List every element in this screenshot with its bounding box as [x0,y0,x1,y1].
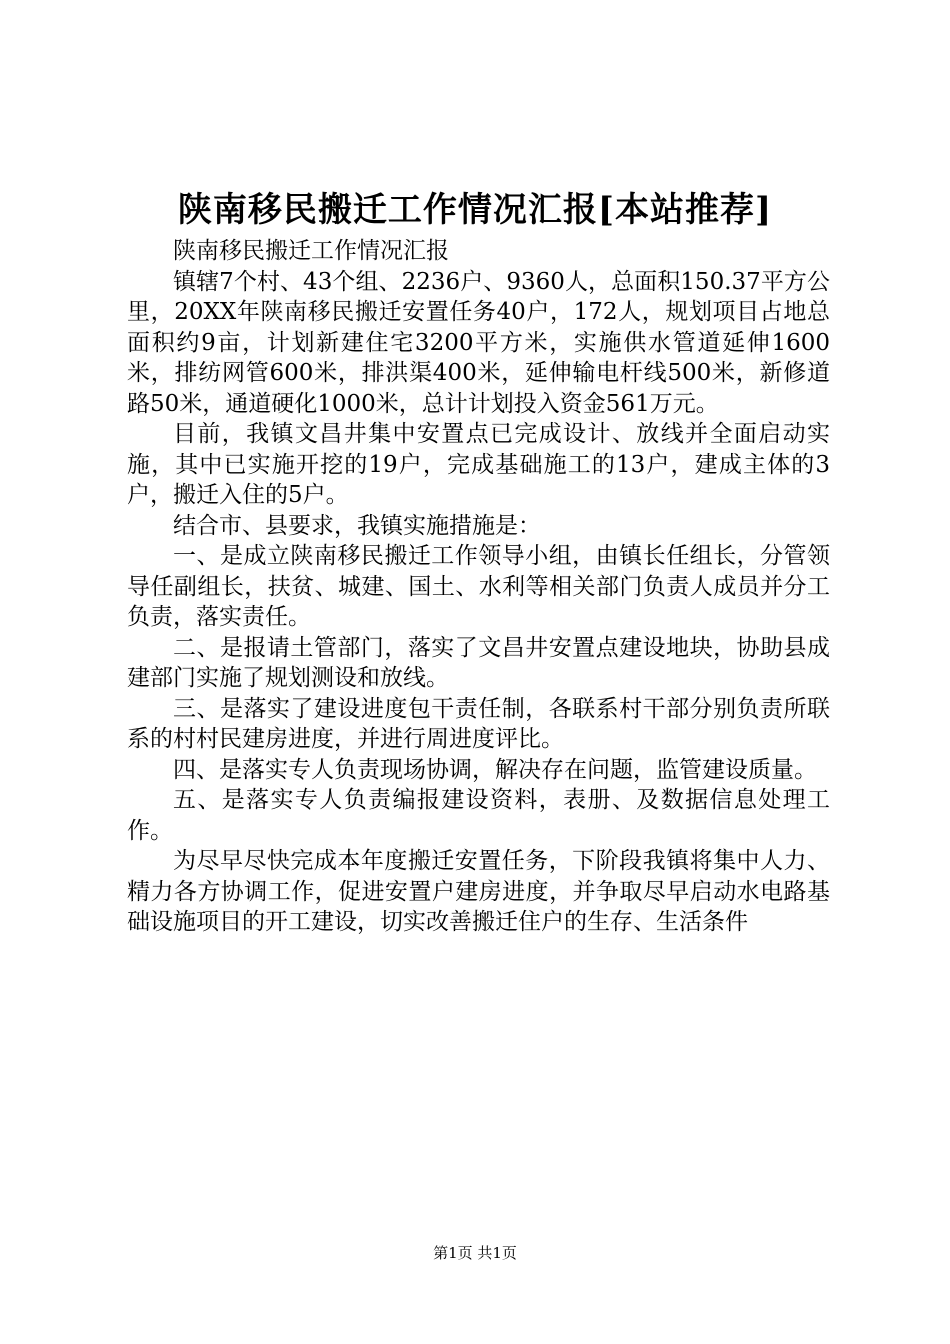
measure-4-paragraph: 四、是落实专人负责现场协调，解决存在问题，监管建设质量。 [173,756,817,783]
measure-3-paragraph: 三、是落实了建设进度包干责任制，各联系村干部分别负责所联系的村村民建房进度，并进行周进度评比。 [127,695,830,752]
measures-intro-paragraph: 结合市、县要求，我镇实施措施是： [173,512,541,539]
measure-2-paragraph: 二、是报请土管部门，落实了文昌井安置点建设地块，协助县成建部门实施了规划测设和放线。 [127,634,830,691]
measure-1-paragraph: 一、是成立陕南移民搬迁工作领导小组，由镇长任组长，分管领导任副组长，扶贫、城建、国土、水利等相关部门负责人成员并分工负责，落实责任。 [127,543,830,630]
page-footer: 第1页 共1页 [433,1244,517,1262]
next-steps-paragraph: 为尽早尽快完成本年度搬迁安置任务，下阶段我镇将集中人力、精力各方协调工作，促进安置户建房进度，并争取尽早启动水电路基础设施项目的开工建设，切实改善搬迁住户的生存、生活条件 [127,848,830,935]
progress-paragraph: 目前，我镇文昌井集中安置点已完成设计、放线并全面启动实施，其中已实施开挖的19户，完成基础施工的13户，建成主体的3户，搬迁入住的5户。 [127,421,830,508]
document-title: 陕南移民搬迁工作情况汇报[本站推荐] [177,190,773,230]
overview-paragraph: 镇辖7个村、43个组、2236户、9360人，总面积150.37平方公里，20XX年陕南移民搬迁安置任务40户，172人，规划项目占地总面积约9亩，计划新建住宅3200平方米，实施供水管道延伸1600米，排纺网管600米，排洪渠400米，延伸输电杆线500米，新修道路50米，通道硬化1000米，总计计划投入资金561万元。 [127,268,830,417]
subtitle-paragraph: 陕南移民搬迁工作情况汇报 [173,238,449,264]
document-body [127,236,830,938]
measure-5-paragraph: 五、是落实专人负责编报建设资料，表册、及数据信息处理工作。 [127,787,830,844]
